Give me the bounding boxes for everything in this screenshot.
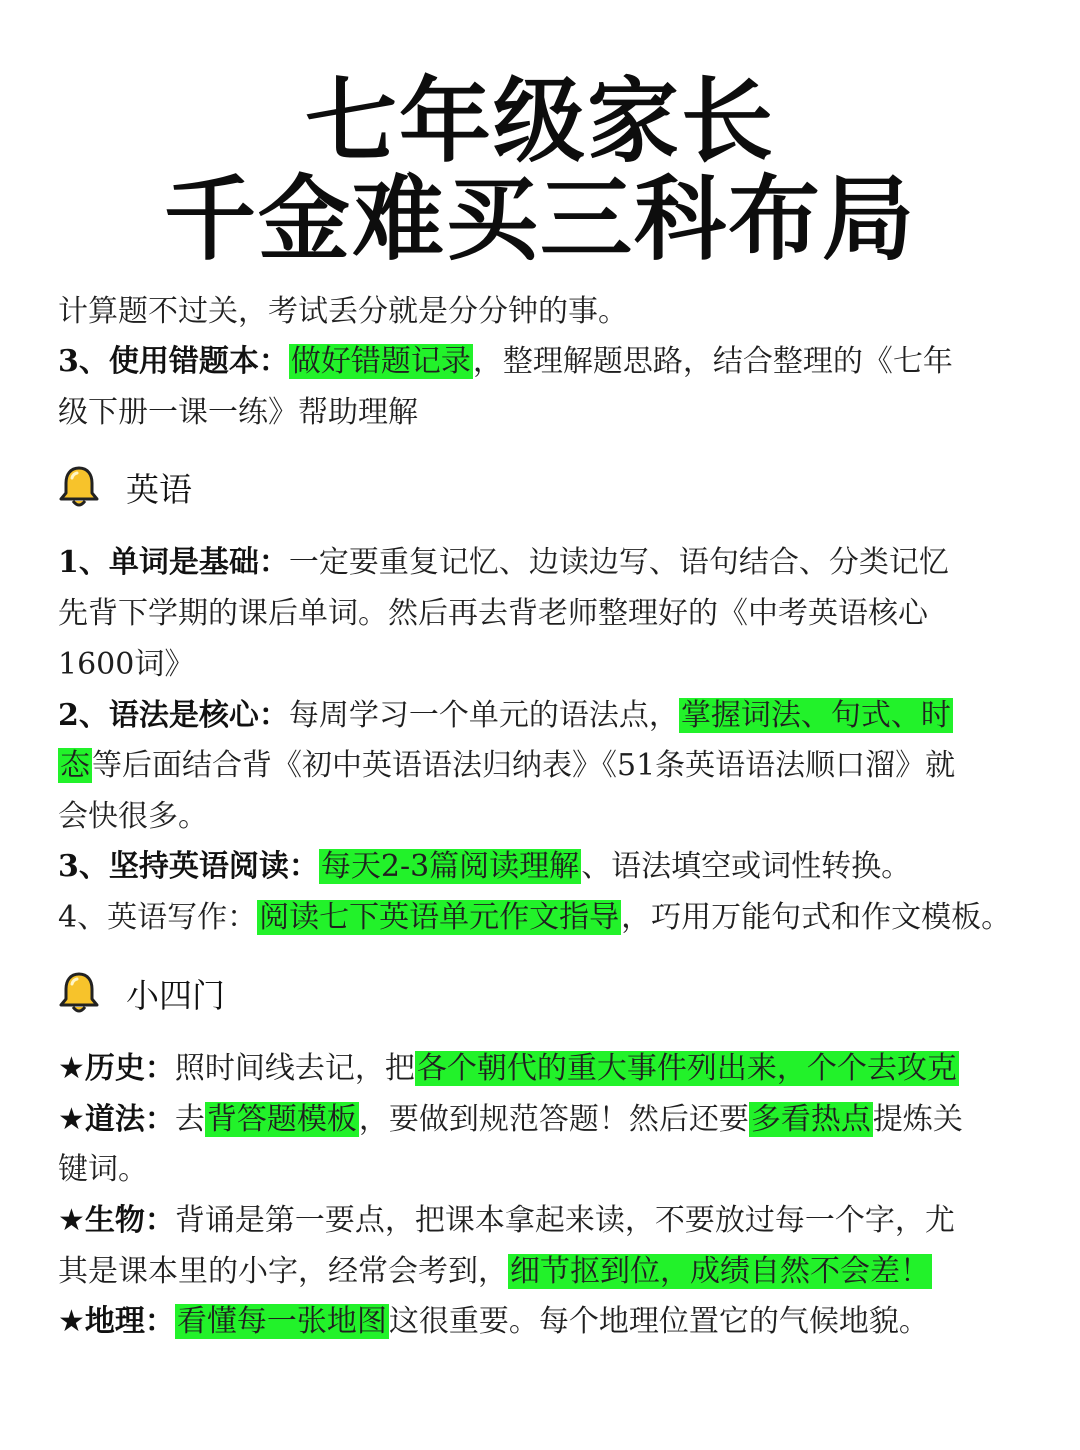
- english-item-1: 1、单词是基础：一定要重复记忆、边读边写、语句结合、分类记忆: [58, 545, 949, 580]
- highlight: 各个朝代的重大事件列出来，个个去攻克: [416, 1051, 957, 1086]
- english-item-3: 3、坚持英语阅读：每天2-3篇阅读理解、语法填空或词性转换。: [58, 849, 912, 884]
- minor-history: ★历史：照时间线去记，把各个朝代的重大事件列出来，个个去攻克: [58, 1051, 957, 1086]
- section-title: 小四门: [126, 975, 225, 1015]
- highlight: 态: [60, 748, 90, 783]
- highlight: 掌握词法、句式、时: [680, 698, 951, 733]
- math-line-1: 计算题不过关，考试丢分就是分分钟的事。: [58, 294, 628, 329]
- highlight: 多看热点: [750, 1102, 871, 1137]
- section-title: 英语: [126, 469, 192, 509]
- english-item-1-cont: 先背下学期的课后单词。然后再去背老师整理好的《中考英语核心: [58, 596, 928, 631]
- highlight: 看懂每一张地图: [176, 1304, 387, 1339]
- highlight: 阅读七下英语单元作文指导: [259, 900, 620, 935]
- minor-geo: ★地理：看懂每一张地图这很重要。每个地理位置它的气候地貌。: [58, 1304, 929, 1339]
- minor-bio-cont: 其是课本里的小字，经常会考到，细节抠到位，成绩自然不会差！: [58, 1254, 930, 1289]
- english-item-2-cont: 态等后面结合背《初中英语语法归纳表》《51条英语语法顺口溜》就: [60, 748, 956, 783]
- minor-moral: ★道法：去背答题模板，要做到规范答题！然后还要多看热点提炼关: [58, 1102, 963, 1137]
- title-line-2: 千金难买三科布局: [163, 166, 916, 273]
- english-heading: [58, 464, 192, 510]
- math-item-3-cont: 级下册一课一练》帮助理解: [58, 395, 418, 430]
- minor-heading: [58, 970, 225, 1016]
- highlight: 背答题模板: [206, 1102, 357, 1137]
- highlight: 细节抠到位，成绩自然不会差！: [510, 1254, 930, 1289]
- english-item-2: 2、语法是核心：每周学习一个单元的语法点，掌握词法、句式、时: [58, 698, 951, 733]
- star-icon: ★: [58, 1304, 85, 1339]
- title-line-1: 七年级家长: [304, 68, 775, 175]
- highlight: 做好错题记录: [290, 344, 471, 379]
- math-item-3: 3、使用错题本：做好错题记录，整理解题思路，结合整理的《七年: [58, 344, 953, 379]
- star-icon: ★: [58, 1051, 85, 1086]
- minor-bio: ★生物：背诵是第一要点，把课本拿起来读，不要放过每一个字，尤: [58, 1203, 955, 1238]
- star-icon: ★: [58, 1203, 85, 1238]
- english-item-1-cont2: 1600词》: [58, 647, 195, 682]
- bell-icon: [58, 465, 100, 509]
- highlight: 每天2-3篇阅读理解: [320, 849, 580, 884]
- minor-moral-cont: 键词。: [58, 1152, 148, 1187]
- bell-icon: [58, 971, 100, 1015]
- star-icon: ★: [58, 1102, 85, 1137]
- english-item-2-cont2: 会快很多。: [58, 799, 208, 834]
- english-item-4: 4、英语写作：阅读七下英语单元作文指导，巧用万能句式和作文模板。: [58, 900, 1012, 935]
